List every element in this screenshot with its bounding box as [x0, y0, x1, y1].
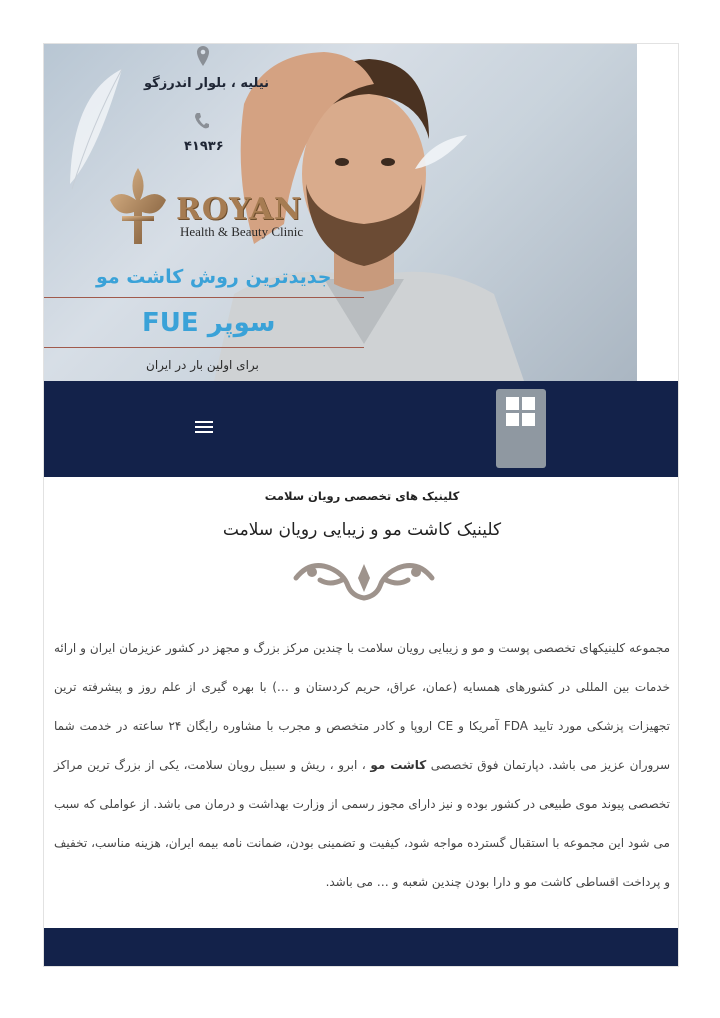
hamburger-icon[interactable] [195, 421, 213, 435]
hero-banner[interactable] [44, 44, 637, 381]
hero-phone: ۴۱۹۳۶ [184, 139, 224, 154]
hero-tagline-3: برای اولین بار در ایران [146, 358, 259, 372]
fleur-de-lis-logo-icon [106, 166, 170, 248]
ornament-divider-icon [290, 556, 438, 602]
hero-tagline-1: جدیدترین روش کاشت مو [96, 266, 332, 288]
intro-text-part-1: مجموعه کلینیکهای تخصصی پوست و مو و زیبایی رویان سلامت با چندین مرکز بزرگ و مجهز در کشور عزیزمان ایران و ارائه خدمات بین المللی در کشورهای همسایه (عمان، عراق، حریم کردستان و …) با بهره گیری از علم روز و پیشرفته ترین تجهیزات پزشکی مورد تایید FDA آمریکا و CE اروپا و کادر متخصص و مجرب با مشاوره رایگان ۲۴ ساعته در خدمت شما سروران عزیز می باشد. دپارتمان فوق تخصصی [54, 641, 670, 772]
footer-bar [44, 928, 679, 967]
logo-subtitle: Health & Beauty Clinic [180, 224, 304, 239]
hero-address: نیلیه ، بلوار اندرزگو [144, 76, 270, 91]
logo-wordmark: ROYAN [176, 192, 303, 227]
intro-text-part-2: ، ابرو ، ریش و سبیل رویان سلامت، یکی از بزرگ ترین مراکز تخصصی پیوند موی طبیعی در کشور بوده و نیز دارای مجوز رسمی از وزارت بهداشت و درمان می باشد. از عواملی که سبب می شود این مجموعه با استقبال گسترده مواجه شود، کیفیت و تضمینی بودن، ضمانت نامه بیمه ایران، هزینه مناسب، تخفیف و پرداخت اقساطی کاشت مو و دارا بودن چندین شعبه و … می باشد. [54, 758, 670, 889]
windows-grid-icon-tile [522, 413, 535, 426]
location-pin-icon [196, 46, 210, 66]
windows-grid-button[interactable] [496, 389, 546, 468]
hero-divider-1 [44, 297, 364, 298]
windows-grid-icon [506, 397, 519, 410]
feather-right-decoration [412, 132, 470, 172]
windows-grid-icon-tile [506, 413, 519, 426]
breadcrumb[interactable]: کلینیک های تخصصی رویان سلامت [264, 489, 460, 503]
page-container [43, 43, 679, 967]
hair-transplant-link[interactable]: کاشت مو [370, 758, 427, 772]
page-title: کلینیک کاشت مو و زیبایی رویان سلامت [222, 520, 502, 540]
phone-icon [194, 112, 210, 130]
hero-tagline-2: سوپر FUE [142, 308, 276, 338]
hero-divider-2 [44, 347, 364, 348]
windows-grid-icon-tile [522, 397, 535, 410]
intro-paragraph [54, 629, 670, 902]
navigation-bar [44, 381, 679, 477]
